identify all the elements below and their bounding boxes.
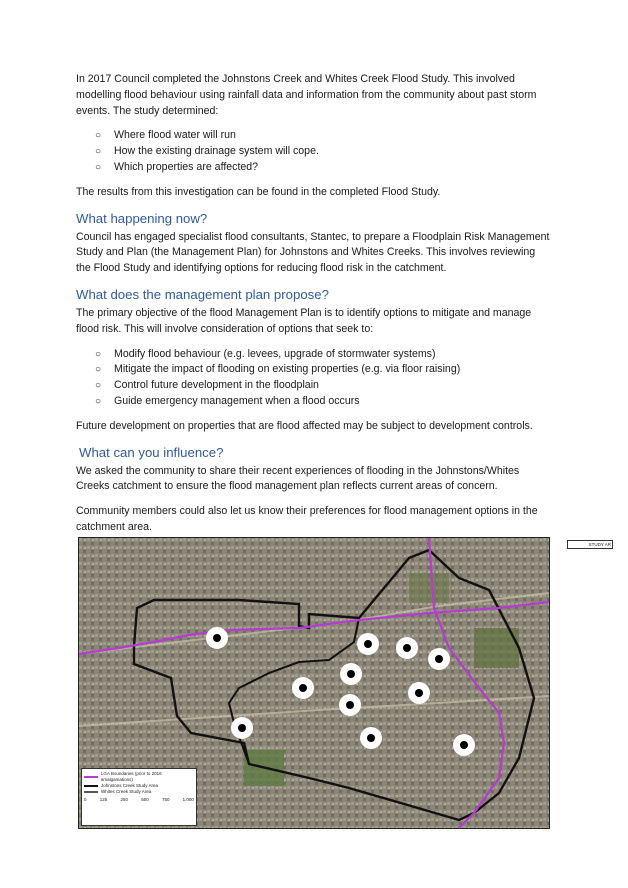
catchment-map	[78, 537, 611, 829]
map-legend	[81, 768, 197, 826]
flood-marker	[339, 694, 361, 716]
circle-bullet-icon: ○	[95, 161, 102, 173]
study-area-label	[567, 540, 613, 549]
intro-paragraph: In 2017 Council completed the Johnstons Creek and Whites Creek Flood Study. This involved modelling flood behaviour using rainfall data and information from the community about past storm events. The study determined:	[76, 73, 537, 117]
list-item: ○ Where flood water will run	[76, 128, 552, 144]
list-item: ○ Mitigate the impact of flooding on existing properties (e.g. via floor raising)	[76, 362, 552, 378]
circle-bullet-icon: ○	[95, 395, 102, 407]
section3-paragraph-2: Community members could also let us know their preferences for flood management options in the catchment area.	[76, 505, 538, 533]
circle-bullet-icon: ○	[95, 348, 102, 360]
park-area	[409, 573, 449, 603]
results-paragraph: The results from this investigation can be found in the completed Flood Study.	[76, 185, 441, 198]
list-item: ○ How the existing drainage system will cope.	[76, 144, 552, 160]
list-item: ○ Which properties are affected?	[76, 160, 552, 176]
legend-row: Johnstons Creek Study Area	[84, 783, 194, 789]
section-heading-influence: What can you influence?	[79, 444, 224, 460]
circle-bullet-icon: ○	[95, 146, 102, 158]
legend-row: Whites Creek Study Area	[84, 789, 194, 795]
circle-bullet-icon: ○	[95, 380, 102, 392]
flood-marker	[340, 663, 362, 685]
options-bullet-list	[76, 347, 552, 410]
section-heading-whats-happening: What happening now?	[76, 210, 208, 226]
circle-bullet-icon: ○	[95, 364, 102, 376]
flood-marker	[428, 648, 450, 670]
list-item: ○ Modify flood behaviour (e.g. levees, upgrade of stormwater systems)	[76, 347, 552, 363]
legend-swatch	[84, 776, 98, 778]
closing-paragraph: Future development on properties that are flood affected may be subject to development controls.	[76, 419, 533, 432]
flood-marker	[408, 682, 430, 704]
intro-bullet-list	[76, 128, 552, 175]
flood-marker	[396, 637, 418, 659]
flood-marker	[357, 633, 379, 655]
study-area-label-text: STUDY AR	[588, 542, 611, 547]
legend-swatch	[84, 785, 98, 787]
legend-swatch	[84, 791, 98, 793]
circle-bullet-icon: ○	[95, 130, 102, 142]
section2-paragraph: The primary objective of the flood Management Plan is to identify options to mitigate and manage flood risk. This will involve consideration of options that seek to:	[76, 306, 532, 335]
section3-paragraph-1: We asked the community to share their recent experiences of flooding in the Johnstons/Whites Creeks catchment to ensure the flood management plan reflects current areas of concern.	[76, 464, 520, 493]
flood-marker	[453, 734, 475, 756]
section1-paragraph: Council has engaged specialist flood consultants, Stantec, to prepare a Floodplain Risk Management Study and Plan (the Management Plan) for Johnstons and Whites Creeks. This involves reviewing the Flood Study and identifying options for reducing flood risk in the catchment.	[76, 230, 550, 275]
flood-marker	[292, 677, 314, 699]
flood-marker	[360, 727, 382, 749]
flood-marker	[231, 717, 253, 739]
document-body	[76, 72, 552, 545]
legend-row: LGA Boundaries (prior to 2016 amalgamations)	[84, 771, 194, 783]
list-item: ○ Guide emergency management when a flood occurs	[76, 394, 552, 410]
scale-bar: 0 125 250 500 750 1,000	[84, 797, 194, 802]
flood-marker	[206, 627, 228, 649]
section-heading-plan-propose: What does the management plan propose?	[76, 286, 329, 302]
list-item: ○ Control future development in the floodplain	[76, 378, 552, 394]
